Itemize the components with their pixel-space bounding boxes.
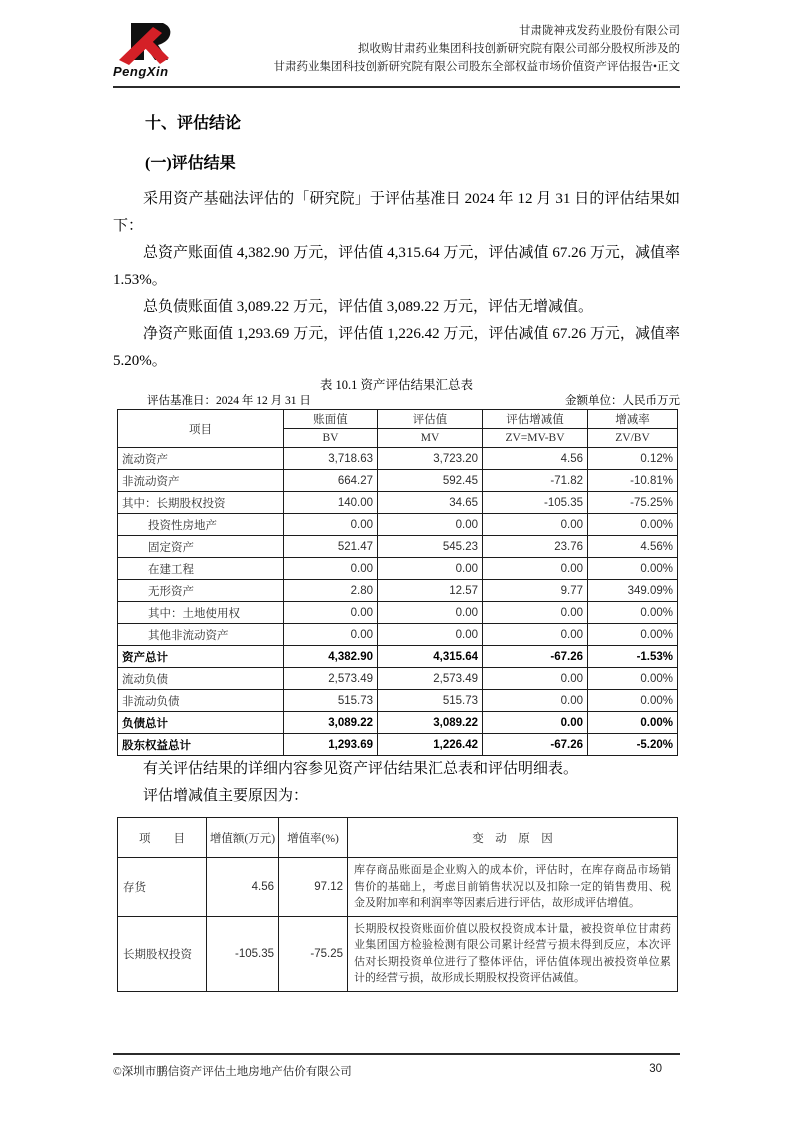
cell-book-value: 664.27 (284, 470, 378, 492)
row-label: 资产总计 (118, 646, 284, 668)
page-number: 30 (649, 1063, 662, 1075)
cell-change-value: 0.00 (483, 602, 588, 624)
reasons-header-cause: 变 动 原 因 (348, 818, 678, 858)
cell-appraised-value: 3,723.20 (378, 448, 483, 470)
header-line-2: 拟收购甘肃药业集团科技创新研究院有限公司部分股权所涉及的 (358, 43, 680, 55)
paragraph-reasons-intro: 评估增减值主要原因为： (143, 788, 309, 804)
footer-divider (113, 1053, 680, 1055)
cell-appraised-value: 0.00 (378, 624, 483, 646)
cell-appraised-value: 545.23 (378, 536, 483, 558)
cell-change-value: 0.00 (483, 712, 588, 734)
logo-wordmark: PengXin (113, 64, 169, 79)
base-date-label: 评估基准日：2024 年 12 月 31 日 (147, 395, 311, 407)
cell-change-value: -67.26 (483, 734, 588, 756)
table-row (118, 558, 678, 580)
cell-change-value: 0.00 (483, 514, 588, 536)
table-subline (117, 394, 680, 409)
reason-row-cause: 库存商品账面是企业购入的成本价，评估时，在库存商品市场销售价的基础上，考虑目前销售状况以及扣除一定的销售费用、税金及附加率和利润率等因素后进行评估，故形成评估增值。 (348, 858, 678, 917)
table-row (118, 624, 678, 646)
table-row (118, 536, 678, 558)
cell-book-value: 2.80 (284, 580, 378, 602)
cell-appraised-value: 2,573.49 (378, 668, 483, 690)
cell-book-value: 2,573.49 (284, 668, 378, 690)
reasons-header-row (118, 818, 678, 858)
cell-appraised-value: 0.00 (378, 514, 483, 536)
cell-change-rate: -10.81% (588, 470, 678, 492)
cell-change-value: 23.76 (483, 536, 588, 558)
paragraph-note: 有关评估结果的详细内容参见资产评估结果汇总表和评估明细表。 (143, 761, 579, 777)
table-title: 表 10.1 资产评估结果汇总表 (319, 378, 474, 392)
row-label: 在建工程 (118, 558, 284, 580)
reason-row-amount: 4.56 (207, 858, 279, 917)
cell-change-value: -67.26 (483, 646, 588, 668)
cell-change-rate: 0.00% (588, 712, 678, 734)
cell-appraised-value: 12.57 (378, 580, 483, 602)
paragraph-total-liabilities: 总负债账面值 3,089.22 万元，评估值 3,089.22 万元，评估无增减值。 (143, 299, 594, 315)
reason-row-amount: -105.35 (207, 916, 279, 991)
cell-book-value: 140.00 (284, 492, 378, 514)
cell-appraised-value: 1,226.42 (378, 734, 483, 756)
row-label: 其中：长期股权投资 (118, 492, 284, 514)
header-bv: BV (284, 429, 378, 448)
reason-row-item: 存货 (118, 858, 207, 917)
cell-change-rate: 349.09% (588, 580, 678, 602)
header-change-rate: 增减率 (588, 410, 678, 429)
section-title: 十、评估结论 (145, 115, 242, 132)
table-row (118, 916, 678, 991)
reason-row-rate: 97.12 (279, 858, 348, 917)
row-label: 负债总计 (118, 712, 284, 734)
cell-change-value: 4.56 (483, 448, 588, 470)
table-row (118, 712, 678, 734)
cell-book-value: 0.00 (284, 602, 378, 624)
cell-appraised-value: 34.65 (378, 492, 483, 514)
table-row (118, 514, 678, 536)
pengxin-logo-icon (113, 22, 191, 66)
cell-book-value: 3,718.63 (284, 448, 378, 470)
row-label: 非流动负债 (118, 690, 284, 712)
cell-change-rate: 0.00% (588, 668, 678, 690)
reason-row-cause: 长期股权投资账面价值以股权投资成本计量，被投资单位甘肃药业集团国方检验检测有限公司累计经营亏损未得到反应，本次评估对长期投资单位进行了整体评估，评估值体现出被投资单位累计的经营亏损，故形成长期股权投资评估减值。 (348, 916, 678, 991)
reasons-header-amount: 增值额(万元) (207, 818, 279, 858)
cell-book-value: 4,382.90 (284, 646, 378, 668)
unit-label: 金额单位：人民币万元 (565, 395, 680, 407)
paragraph-total-assets: 总资产账面值 4,382.90 万元，评估值 4,315.64 万元，评估减值 67.26 万元，减值率 1.53%。 (113, 245, 680, 288)
cell-change-value: 9.77 (483, 580, 588, 602)
subsection-title: (一)评估结果 (145, 155, 236, 172)
cell-change-rate: 0.00% (588, 624, 678, 646)
row-label: 投资性房地产 (118, 514, 284, 536)
header-zv: ZV=MV-BV (483, 429, 588, 448)
reason-row-rate: -75.25 (279, 916, 348, 991)
header-mv: MV (378, 429, 483, 448)
header-divider (113, 86, 680, 88)
cell-change-value: -105.35 (483, 492, 588, 514)
page-header (113, 0, 680, 80)
change-reasons-table (117, 817, 678, 992)
cell-book-value: 1,293.69 (284, 734, 378, 756)
row-label: 其他非流动资产 (118, 624, 284, 646)
row-label: 非流动资产 (118, 470, 284, 492)
row-label: 流动资产 (118, 448, 284, 470)
reasons-header-item: 项 目 (118, 818, 207, 858)
table-row (118, 690, 678, 712)
header-line-1: 甘肃陇神戎发药业股份有限公司 (519, 25, 680, 37)
cell-change-rate: -75.25% (588, 492, 678, 514)
company-logo (113, 22, 231, 79)
row-label: 股东权益总计 (118, 734, 284, 756)
cell-change-rate: 0.00% (588, 602, 678, 624)
cell-change-value: 0.00 (483, 668, 588, 690)
cell-change-rate: 0.00% (588, 514, 678, 536)
table-row (118, 448, 678, 470)
row-label: 其中：土地使用权 (118, 602, 284, 624)
summary-table-body (118, 410, 678, 756)
table-row (118, 646, 678, 668)
header-book-value: 账面值 (284, 410, 378, 429)
cell-book-value: 0.00 (284, 624, 378, 646)
cell-change-value: 0.00 (483, 558, 588, 580)
table-row (118, 734, 678, 756)
cell-book-value: 3,089.22 (284, 712, 378, 734)
cell-appraised-value: 0.00 (378, 602, 483, 624)
cell-book-value: 0.00 (284, 514, 378, 536)
header-line-3: 甘肃药业集团科技创新研究院有限公司股东全部权益市场价值资产评估报告•正文 (273, 61, 680, 73)
reason-row-item: 长期股权投资 (118, 916, 207, 991)
table-row (118, 470, 678, 492)
row-label: 流动负债 (118, 668, 284, 690)
cell-change-rate: 4.56% (588, 536, 678, 558)
row-label: 固定资产 (118, 536, 284, 558)
cell-book-value: 515.73 (284, 690, 378, 712)
cell-appraised-value: 4,315.64 (378, 646, 483, 668)
reasons-table-body (118, 818, 678, 992)
cell-appraised-value: 3,089.22 (378, 712, 483, 734)
header-change-value: 评估增减值 (483, 410, 588, 429)
reasons-header-rate: 增值率(%) (279, 818, 348, 858)
cell-change-rate: -5.20% (588, 734, 678, 756)
page-footer (113, 1063, 680, 1079)
header-appraised-value: 评估值 (378, 410, 483, 429)
footer-company: ©深圳市鹏信资产评估土地房地产估价有限公司 (113, 1066, 352, 1078)
assessment-summary-table (117, 409, 678, 756)
cell-appraised-value: 0.00 (378, 558, 483, 580)
table-row (118, 858, 678, 917)
paragraph-intro: 采用资产基础法评估的「研究院」于评估基准日 2024 年 12 月 31 日的评估结果如下： (113, 191, 680, 234)
cell-book-value: 0.00 (284, 558, 378, 580)
cell-change-rate: 0.00% (588, 558, 678, 580)
summary-header-row-1 (118, 410, 678, 429)
cell-change-value: 0.00 (483, 690, 588, 712)
cell-change-rate: -1.53% (588, 646, 678, 668)
table-row (118, 580, 678, 602)
cell-change-value: 0.00 (483, 624, 588, 646)
table-row (118, 668, 678, 690)
table-row (118, 602, 678, 624)
table-row (118, 492, 678, 514)
header-zvbv: ZV/BV (588, 429, 678, 448)
cell-change-rate: 0.00% (588, 690, 678, 712)
cell-change-value: -71.82 (483, 470, 588, 492)
cell-appraised-value: 592.45 (378, 470, 483, 492)
header-title-block (231, 22, 680, 76)
paragraph-net-assets: 净资产账面值 1,293.69 万元，评估值 1,226.42 万元，评估减值 67.26 万元，减值率 5.20%。 (113, 326, 680, 369)
cell-appraised-value: 515.73 (378, 690, 483, 712)
cell-change-rate: 0.12% (588, 448, 678, 470)
row-label: 无形资产 (118, 580, 284, 602)
header-item: 项目 (118, 410, 284, 448)
cell-book-value: 521.47 (284, 536, 378, 558)
